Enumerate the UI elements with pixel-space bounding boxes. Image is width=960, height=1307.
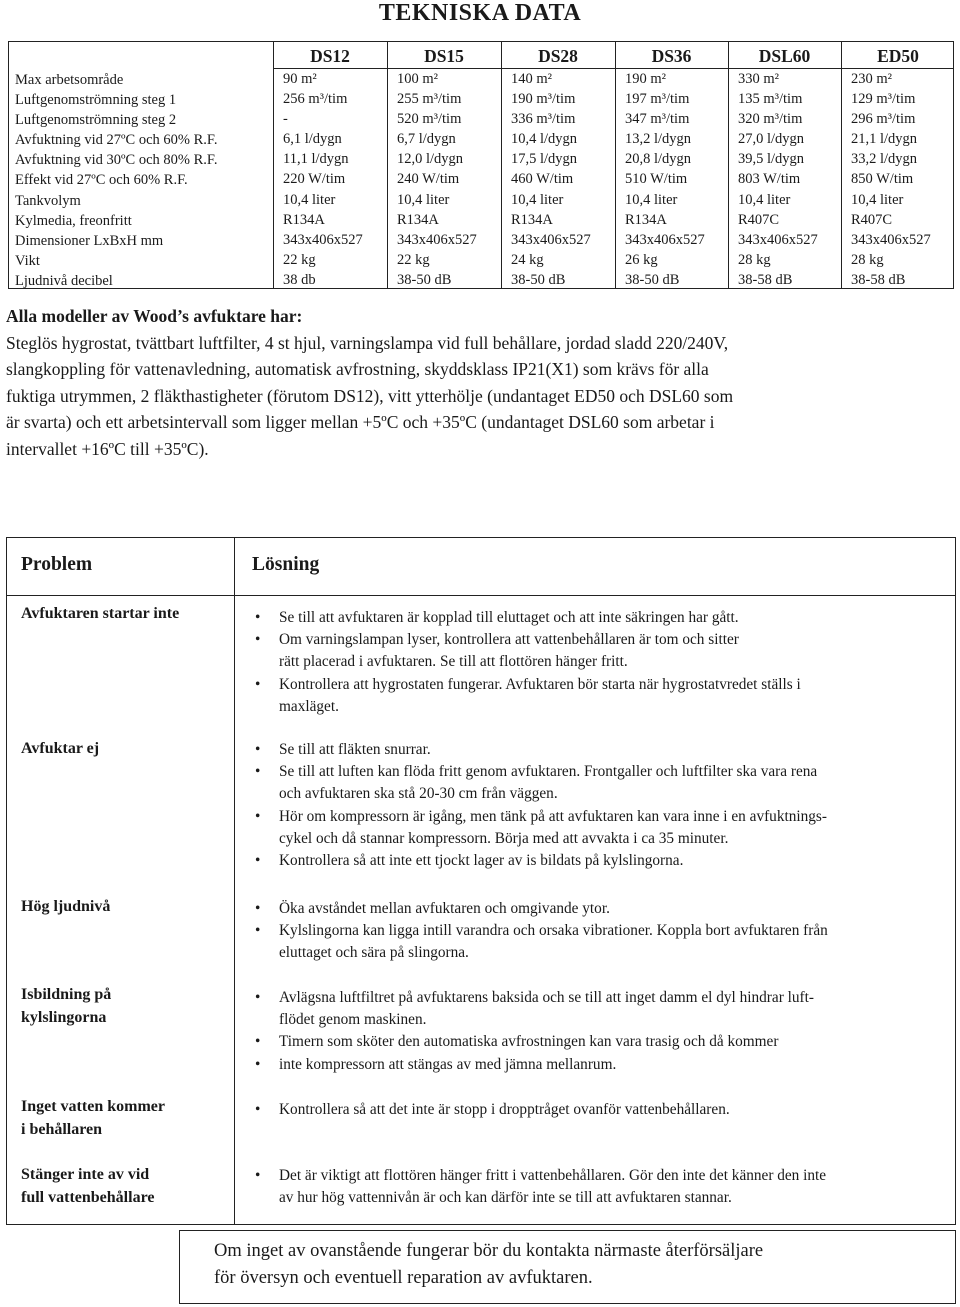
spec-cell: 240 W/tim (397, 171, 460, 188)
model-values (501, 69, 615, 290)
spec-cell: 38-58 dB (738, 271, 793, 288)
spec-cell: R134A (283, 211, 325, 228)
spec-cell: 343x406x527 (625, 231, 705, 248)
solution-line: • Det är viktigt att flottören hänger fritt i vattenbehållaren. Gör den inte det känner den inte (279, 1167, 827, 1184)
spec-cell: 100 m² (397, 71, 439, 87)
problem-line: Isbildning på (21, 986, 112, 1003)
spec-cell: 230 m² (851, 71, 893, 87)
spec-cell: 140 m² (511, 71, 553, 87)
spec-cell: 22 kg (397, 251, 430, 268)
features-line: fuktiga utrymmen, 2 fläkthastigheter (förutom DS12), vitt ytterhölje (undantaget ED50 och DSL60 som (6, 385, 734, 406)
solution-line: • inte kompressorn att stängas av med jämna mellanrum. (279, 1055, 617, 1073)
troubleshooting-table (6, 537, 956, 1225)
spec-cell: 11,1 l/dygn (283, 151, 349, 168)
spec-cell: 33,2 l/dygn (851, 151, 918, 168)
final-note-text (214, 1238, 944, 1292)
solution-header: Lösning (252, 554, 320, 575)
solution-line: • Se till att luften kan flöda fritt genom avfuktaren. Frontgaller och luftfilter ska vara rena (279, 763, 818, 781)
problem-line: kylslingorna (21, 1008, 107, 1026)
spec-cell: 13,2 l/dygn (625, 131, 692, 148)
spec-row-label: Max arbetsområde (15, 72, 124, 88)
spec-cell: 190 m³/tim (511, 91, 576, 108)
spec-row-label: Luftgenomströmning steg 1 (15, 92, 177, 109)
spec-cell: 343x406x527 (851, 231, 931, 248)
solution-item (252, 607, 950, 629)
spec-cell: 135 m³/tim (738, 91, 803, 108)
spec-cell: 343x406x527 (283, 231, 363, 248)
model-values (615, 69, 728, 290)
header-divider (7, 595, 955, 596)
spec-cell: 12,0 l/dygn (397, 151, 464, 168)
solution-list (252, 987, 950, 1076)
solution-item (252, 629, 950, 673)
problem-cell (21, 896, 226, 919)
solution-line: • Öka avståndet mellan avfuktaren och omgivande ytor. (279, 900, 610, 917)
solution-line: • Se till att avfuktaren är kopplad till eluttaget och att inte säkringen har gått. (279, 609, 739, 626)
spec-cell: 330 m² (738, 71, 780, 87)
problem-header: Problem (21, 554, 93, 575)
spec-column-ds15 (387, 42, 501, 290)
solution-list (252, 607, 950, 718)
tech-spec-table (8, 41, 954, 289)
spec-column-ed50 (841, 42, 955, 290)
spec-cell: 6,7 l/dygn (397, 131, 456, 148)
features-line: intervallet +16ºC till +35ºC). (6, 438, 209, 459)
spec-cell: 28 kg (738, 251, 771, 268)
spec-cell: 256 m³/tim (283, 91, 348, 108)
solution-list (252, 1165, 950, 1209)
spec-cell: 347 m³/tim (625, 111, 690, 128)
spec-cell: R134A (397, 211, 439, 228)
spec-cell: 21,1 l/dygn (851, 131, 918, 148)
model-name: DSL60 (758, 46, 811, 66)
spec-cell: 220 W/tim (283, 171, 346, 188)
model-values (728, 69, 841, 290)
spec-row-label: Kylmedia, freonfritt (15, 212, 132, 229)
solution-list (252, 898, 950, 965)
problem-line: full vattenbehållare (21, 1188, 155, 1206)
spec-cell: R407C (851, 211, 893, 228)
spec-cell: 850 W/tim (851, 171, 914, 188)
spec-cell: 197 m³/tim (625, 91, 690, 108)
solution-item (252, 1165, 950, 1209)
spec-cell: 320 m³/tim (738, 111, 803, 128)
model-name: DS28 (538, 46, 578, 66)
model-name: DS36 (651, 46, 692, 66)
spec-cell: 38 db (283, 271, 316, 288)
solution-line: • Avlägsna luftfiltret på avfuktarens baksida och se till att inget damm el dyl hindrar luft- (279, 989, 814, 1006)
spec-cell: 38-58 dB (851, 271, 906, 288)
spec-row-label: Effekt vid 27ºC och 60% R.F. (15, 172, 188, 189)
solution-line: av hur hög vattennivån är och kan därför inte se till att avfuktaren stannar. (279, 1189, 732, 1207)
spec-row-label: Dimensioner LxBxH mm (15, 232, 164, 249)
spec-cell: 343x406x527 (397, 231, 477, 248)
spec-cell: 510 W/tim (625, 171, 688, 188)
solution-line: eluttaget och sära på slingorna. (279, 944, 469, 962)
spec-cell: 28 kg (851, 251, 884, 268)
solution-line: flödet genom maskinen. (279, 1011, 427, 1029)
spec-cell: 255 m³/tim (397, 91, 462, 108)
spec-cell: 6,1 l/dygn (283, 131, 342, 148)
spec-cell: 20,8 l/dygn (625, 151, 692, 168)
spec-cell: 520 m³/tim (397, 111, 462, 128)
spec-cell: R134A (625, 211, 667, 228)
model-values (387, 69, 501, 290)
spec-cell: 343x406x527 (738, 231, 818, 248)
spec-cell: 343x406x527 (511, 231, 591, 248)
model-values (273, 69, 387, 290)
problem-cell (21, 1096, 226, 1141)
problem-cell (21, 738, 226, 761)
solution-line: • Om varningslampan lyser, kontrollera att vattenbehållaren är tom och sitter (279, 631, 739, 649)
spec-row-label: Tankvolym (15, 192, 81, 209)
spec-cell: 336 m³/tim (511, 111, 576, 128)
model-name: DS15 (424, 46, 464, 66)
spec-cell: R407C (738, 211, 780, 228)
column-divider (234, 538, 235, 1224)
spec-cell: 296 m³/tim (851, 111, 916, 128)
solution-item (252, 761, 950, 805)
features-line: slangkoppling för vattenavledning, automatisk avfrostning, skyddsklass IP21(X1) som krävs för alla (6, 359, 709, 379)
spec-column-ds28 (501, 42, 615, 290)
spec-cell: R134A (511, 211, 553, 228)
spec-cell: 27,0 l/dygn (738, 131, 805, 148)
spec-cell: 10,4 liter (397, 191, 450, 208)
spec-cell: 10,4 l/dygn (511, 131, 578, 148)
solution-line: • Se till att fläkten snurrar. (279, 741, 431, 758)
solution-item (252, 920, 950, 964)
solution-item (252, 1054, 950, 1076)
spec-row-label: Vikt (15, 252, 40, 269)
spec-cell: 10,4 liter (511, 191, 564, 208)
spec-column-dsl60 (728, 42, 841, 290)
solution-line: rätt placerad i avfuktaren. Se till att flottören hänger fritt. (279, 653, 628, 671)
problem-cell (21, 603, 226, 626)
spec-column-ds36 (615, 42, 728, 290)
spec-cell: 129 m³/tim (851, 91, 916, 108)
model-name: ED50 (877, 46, 919, 66)
problem-line: Hög ljudnivå (21, 898, 111, 915)
solution-item (252, 1099, 950, 1121)
problem-line: i behållaren (21, 1120, 103, 1138)
final-note-line: för översyn och eventuell reparation av avfuktaren. (214, 1268, 593, 1288)
spec-cell: 38-50 dB (625, 271, 680, 288)
model-values (841, 69, 955, 290)
solution-item (252, 850, 950, 872)
spec-row-labels (15, 70, 217, 291)
solution-line: • Kontrollera så att det inte är stopp i dropptråget ovanför vattenbehållaren. (279, 1101, 730, 1118)
solution-item (252, 898, 950, 920)
problem-line: Avfuktaren startar inte (21, 605, 180, 622)
solution-line: • Timern som sköter den automatiska avfrostningen kan vara trasig och då kommer (279, 1033, 779, 1051)
spec-row-label: Avfuktning vid 30ºC och 80% R.F. (15, 152, 218, 169)
solution-list (252, 1099, 950, 1121)
spec-cell: 22 kg (283, 251, 316, 268)
solution-line: • Kontrollera att hygrostaten fungerar. Avfuktaren bör starta när hygrostatvredet ställs i (279, 675, 801, 693)
spec-row-label: Avfuktning vid 27ºC och 60% R.F. (15, 132, 218, 149)
model-name: DS12 (310, 46, 350, 66)
solution-list (252, 739, 950, 872)
problem-line: Inget vatten kommer (21, 1098, 165, 1115)
spec-cell: 10,4 liter (851, 191, 904, 208)
spec-cell: 10,4 liter (625, 191, 678, 208)
solution-line: och avfuktaren ska stå 20-30 cm från väggen. (279, 785, 558, 803)
final-note-box (179, 1230, 956, 1304)
spec-cell: 190 m² (625, 71, 667, 87)
solution-line: • Kylslingorna kan ligga intill varandra och orsaka vibrationer. Koppla bort avfuktaren från (279, 922, 828, 940)
spec-cell: 38-50 dB (511, 271, 566, 288)
spec-row-label: Ljudnivå decibel (15, 272, 113, 289)
features-line: är svarta) och ett arbetsintervall som ligger mellan +5ºC och +35ºC (undantaget DSL60 som arbetar i (6, 412, 715, 432)
page-title: TEKNISKA DATA (378, 0, 582, 26)
solution-item (252, 739, 950, 761)
features-heading: Alla modeller av Wood’s avfuktare har: (6, 306, 303, 326)
solution-item (252, 987, 950, 1031)
spec-cell: 803 W/tim (738, 171, 801, 188)
features-line: Steglös hygrostat, tvättbart luftfilter, 4 st hjul, varningslampa vid full behållare, jordad sladd 220/240V, (6, 332, 729, 353)
problem-line: Stänger inte av vid (21, 1166, 150, 1183)
solution-item (252, 806, 950, 850)
spec-cell: 17,5 l/dygn (511, 151, 578, 168)
solution-item (252, 674, 950, 718)
solution-line: maxläget. (279, 697, 339, 715)
spec-cell: 10,4 liter (738, 191, 791, 208)
solution-line: • Hör om kompressorn är igång, men tänk på att avfuktaren kan vara inne i en avfuktnings- (279, 807, 827, 825)
spec-cell: 38-50 dB (397, 271, 452, 288)
spec-cell: 24 kg (511, 251, 544, 268)
features-paragraph (6, 303, 952, 462)
solution-line: cykel och då stannar kompressorn. Börja med att avvakta i ca 35 minuter. (279, 829, 729, 847)
spec-cell: 26 kg (625, 251, 658, 268)
spec-cell: 460 W/tim (511, 171, 574, 188)
spec-cell: 39,5 l/dygn (738, 151, 805, 168)
spec-column-ds12 (273, 42, 387, 290)
solution-line: • Kontrollera så att inte ett tjockt lager av is bildats på kylslingorna. (279, 852, 684, 870)
spec-cell: 10,4 liter (283, 191, 336, 208)
solution-item (252, 1031, 950, 1053)
spec-cell: - (283, 111, 288, 128)
final-note-line: Om inget av ovanstående fungerar bör du kontakta närmaste återförsäljare (214, 1241, 764, 1261)
problem-cell (21, 1164, 226, 1209)
spec-row-label: Luftgenomströmning steg 2 (15, 112, 177, 129)
problem-cell (21, 984, 226, 1029)
spec-cell: 90 m² (283, 71, 317, 87)
problem-line: Avfuktar ej (21, 740, 100, 757)
